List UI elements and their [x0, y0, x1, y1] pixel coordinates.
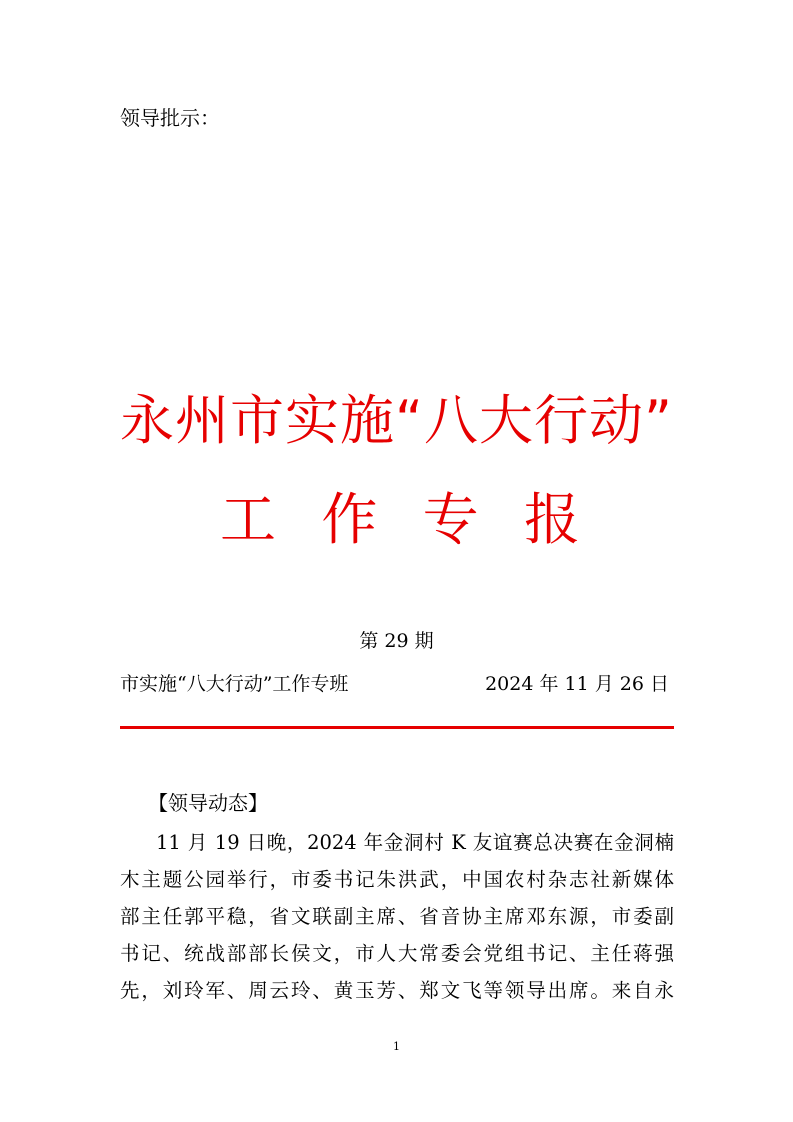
issue-number: 第 29 期 [359, 630, 434, 652]
subtitle-char: 专 [422, 488, 479, 553]
instruction-label: 领导批示： [120, 106, 220, 130]
report-title: 永州市实施“八大行动” [120, 389, 673, 452]
issuer: 市实施“八大行动”工作专班 [120, 673, 349, 695]
subtitle-char: 报 [523, 488, 580, 553]
red-divider [120, 726, 674, 729]
subtitle-char: 工 [220, 488, 276, 553]
issue-date: 2024 年 11 月 26 日 [485, 673, 669, 695]
body-line: 木主题公园举行，市委书记朱洪武，中国农村杂志社新媒体 [120, 868, 674, 891]
body-line: 书记、统战部部长侯文，市人大常委会党组书记、主任蒋强 [120, 942, 674, 965]
page-number: 1 [393, 1040, 400, 1053]
body-line: 11 月 19 日晚，2024 年金洞村 K 友谊赛总决赛在金洞楠 [156, 831, 674, 854]
report-subtitle [220, 484, 580, 558]
body-line: 先，刘玲军、周云玲、黄玉芳、郑文飞等领导出席。来自永 [120, 979, 674, 1002]
subtitle-char: 作 [321, 488, 378, 553]
body-line: 部主任郭平稳，省文联副主席、省音协主席邓东源，市委副 [120, 905, 674, 928]
section-heading: 【领导动态】 [148, 791, 268, 815]
